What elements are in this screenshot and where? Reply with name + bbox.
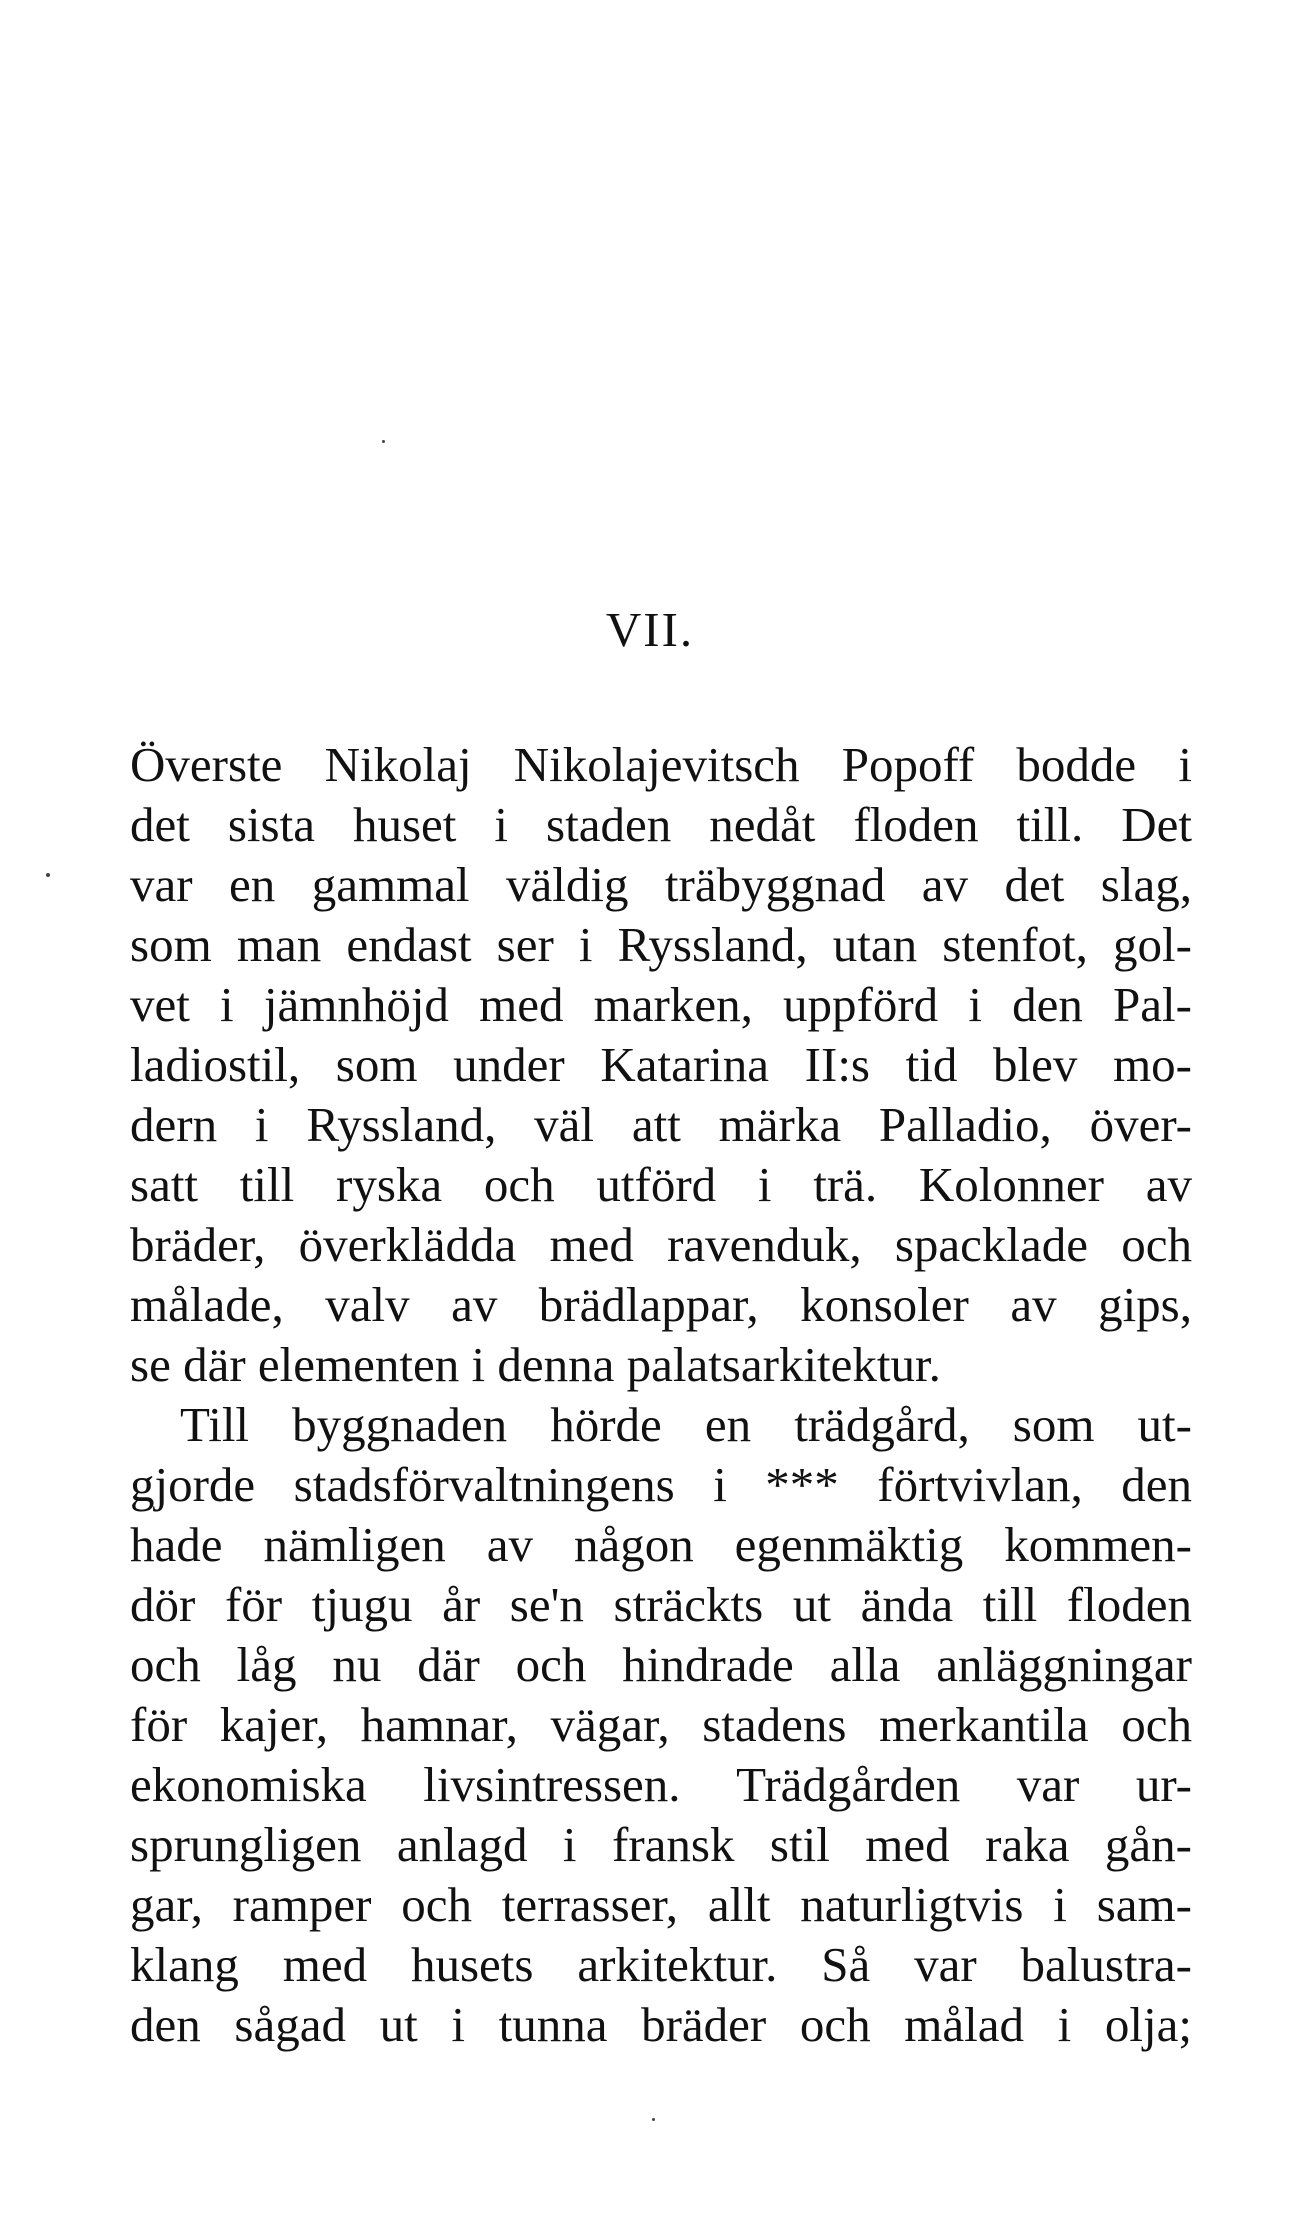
- text-line: det sista huset i staden nedåt floden till. Det: [130, 797, 1192, 852]
- print-speck: [46, 873, 50, 877]
- text-line: dör för tjugu år se'n sträckts ut ända till floden: [130, 1577, 1192, 1632]
- text-line: sprungligen anlagd i fransk stil med raka gån-: [130, 1817, 1192, 1872]
- text-line: ladiostil, som under Katarina II:s tid blev mo-: [130, 1037, 1192, 1092]
- text-line: Till byggnaden hörde en trädgård, som ut-: [180, 1397, 1192, 1452]
- print-speck: [382, 440, 385, 443]
- text-line: Överste Nikolaj Nikolajevitsch Popoff bodde i: [130, 737, 1192, 792]
- text-line: målade, valv av brädlappar, konsoler av gips,: [130, 1277, 1192, 1332]
- text-line: se där elementen i denna palatsarkitektur.: [130, 1337, 941, 1392]
- text-line: satt till ryska och utförd i trä. Kolonner av: [130, 1157, 1192, 1212]
- text-line: dern i Ryssland, väl att märka Palladio, över-: [130, 1097, 1192, 1152]
- text-line: och låg nu där och hindrade alla anläggningar: [130, 1637, 1192, 1692]
- text-line: som man endast ser i Ryssland, utan stenfot, gol-: [130, 917, 1192, 972]
- text-line: för kajer, hamnar, vägar, stadens merkantila och: [130, 1697, 1192, 1752]
- text-line: bräder, överklädda med ravenduk, spacklade och: [130, 1217, 1192, 1272]
- text-line: gar, ramper och terrasser, allt naturligtvis i sam-: [130, 1877, 1192, 1932]
- chapter-heading: VII.: [605, 602, 695, 657]
- text-line: klang med husets arkitektur. Så var balustra-: [130, 1937, 1192, 1992]
- text-line: hade nämligen av någon egenmäktig kommen-: [130, 1517, 1192, 1572]
- print-speck: [652, 2118, 655, 2121]
- text-line: ekonomiska livsintressen. Trädgården var ur-: [130, 1757, 1192, 1812]
- text-line: vet i jämnhöjd med marken, uppförd i den Pal-: [130, 977, 1192, 1032]
- text-line: var en gammal väldig träbyggnad av det slag,: [130, 857, 1192, 912]
- text-line: gjorde stadsförvaltningens i *** förtvivlan, den: [130, 1457, 1192, 1512]
- text-line: den sågad ut i tunna bräder och målad i olja;: [130, 1997, 1192, 2052]
